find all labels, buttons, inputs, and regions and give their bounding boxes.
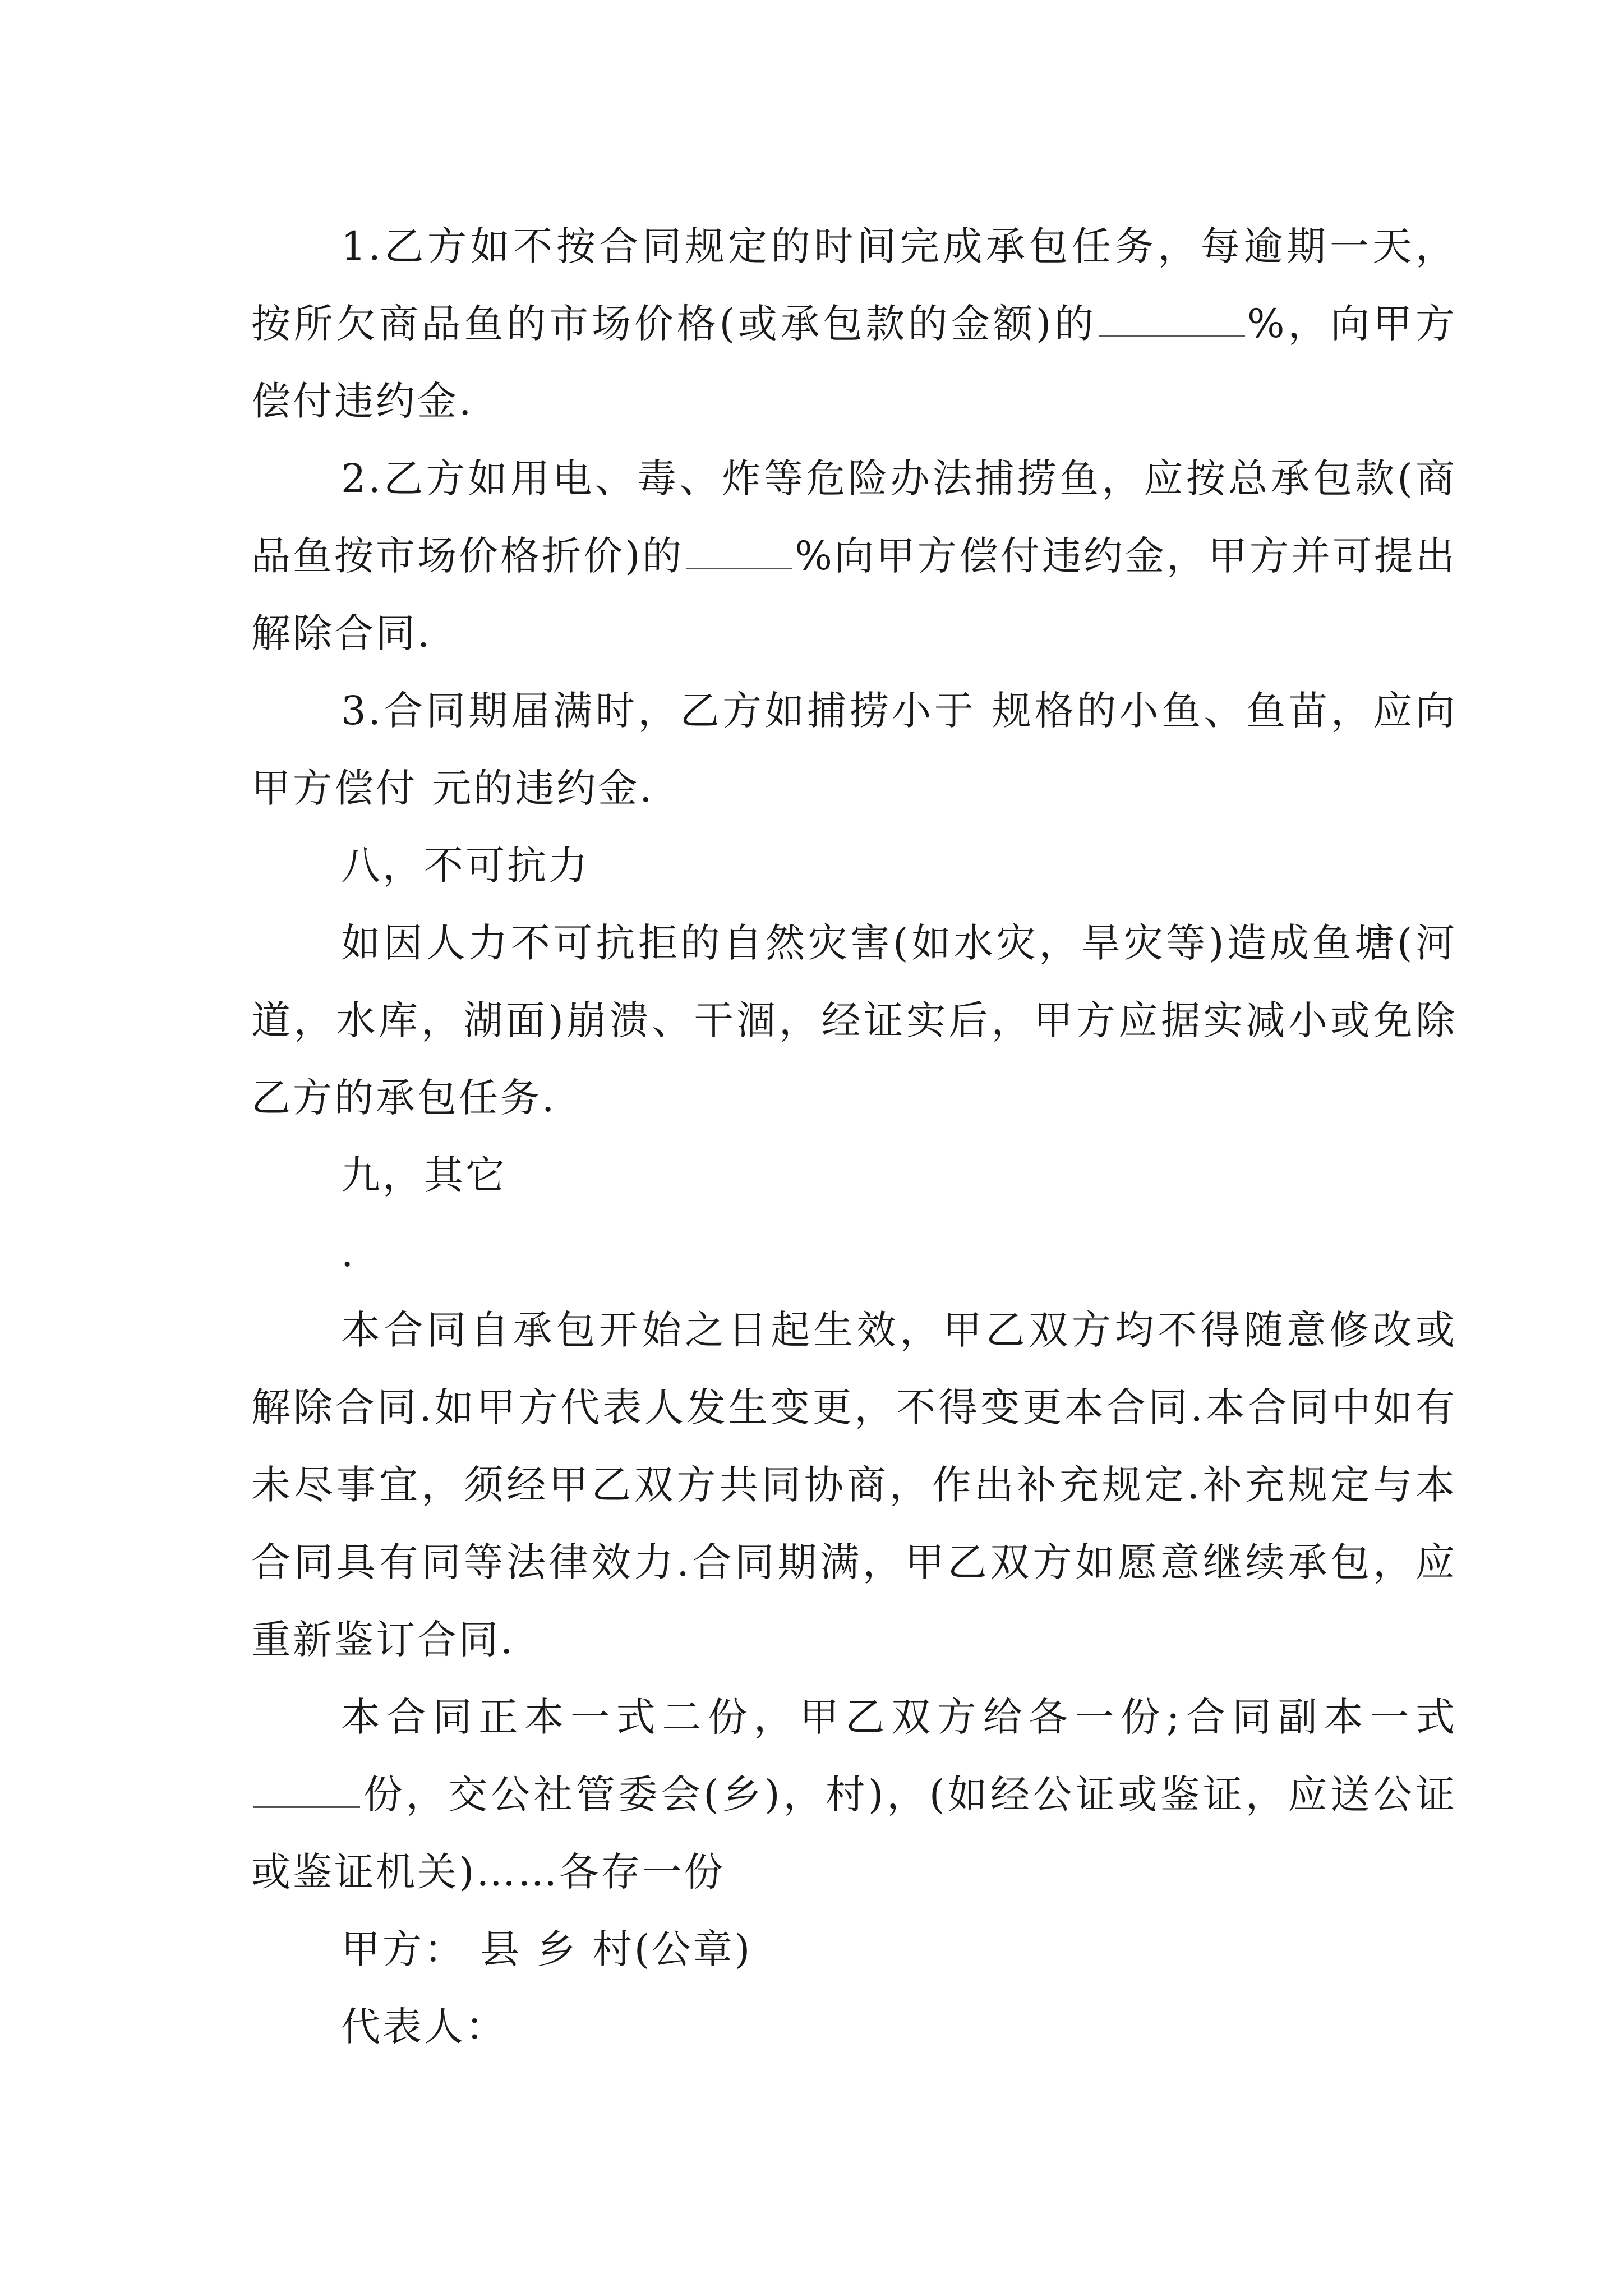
- blank-field: [686, 533, 792, 569]
- copies-text-a: 本合同正本一式二份，甲乙双方给各一份;合同副本一式: [341, 1694, 1457, 1740]
- section-8-body: 如因人力不可抗拒的自然灾害(如水灾，旱灾等)造成鱼塘(河道，水库，湖面)崩溃、干涸，经证实后，甲方应据实减小或免除乙方的承包任务.: [251, 920, 1457, 1121]
- clause-1-text-a: 1.乙方如不按合同规定的时间完成承包任务，每逾期一天，按所欠商品鱼的市场价格(或承包款的金额)的: [251, 223, 1457, 347]
- clause-1-text-b: %，向甲方偿付违约金.: [251, 301, 1457, 424]
- clause-3-text: 3.合同期届满时，乙方如捕捞小于 规格的小鱼、鱼苗，应向甲方偿付 元的违约金.: [251, 688, 1457, 811]
- party-a-signature: 甲方： 县 乡 村(公章): [341, 1926, 753, 1972]
- section-9-dot: .: [341, 1230, 356, 1276]
- section-9-body: 本合同自承包开始之日起生效，甲乙双方均不得随意修改或解除合同.如甲方代表人发生变更，不得变更本合同.本合同中如有未尽事宜，须经甲乙双方共同协商，作出补充规定.补充规定与本合同具有同等法律效力.合同期满，甲乙双方如愿意继续承包，应重新鉴订合同.: [251, 1307, 1457, 1663]
- clause-3: [251, 672, 1457, 827]
- copies-text-b: 份，交公社管委会(乡)，村)，(如经公证或鉴证，应送公证或鉴证机关)……各存一份: [251, 1772, 1457, 1895]
- section-8-heading: 八，不可抗力: [341, 843, 590, 889]
- contract-body: [251, 208, 1457, 2065]
- section-9-heading: 九，其它: [341, 1152, 507, 1198]
- blank-field: [1099, 301, 1245, 337]
- clause-2: [251, 440, 1457, 672]
- clause-2-text-b: %向甲方偿付违约金，甲方并可提出解除合同.: [251, 533, 1458, 656]
- copies-clause: [251, 1678, 1457, 1911]
- representative-signature: 代表人：: [341, 2004, 507, 2050]
- clause-2-text-a: 2.乙方如用电、毒、炸等危险办法捕捞鱼，应按总承包款(商品鱼按市场价格折价)的: [251, 455, 1457, 579]
- blank-field: [253, 1772, 360, 1808]
- clause-1: [251, 208, 1457, 440]
